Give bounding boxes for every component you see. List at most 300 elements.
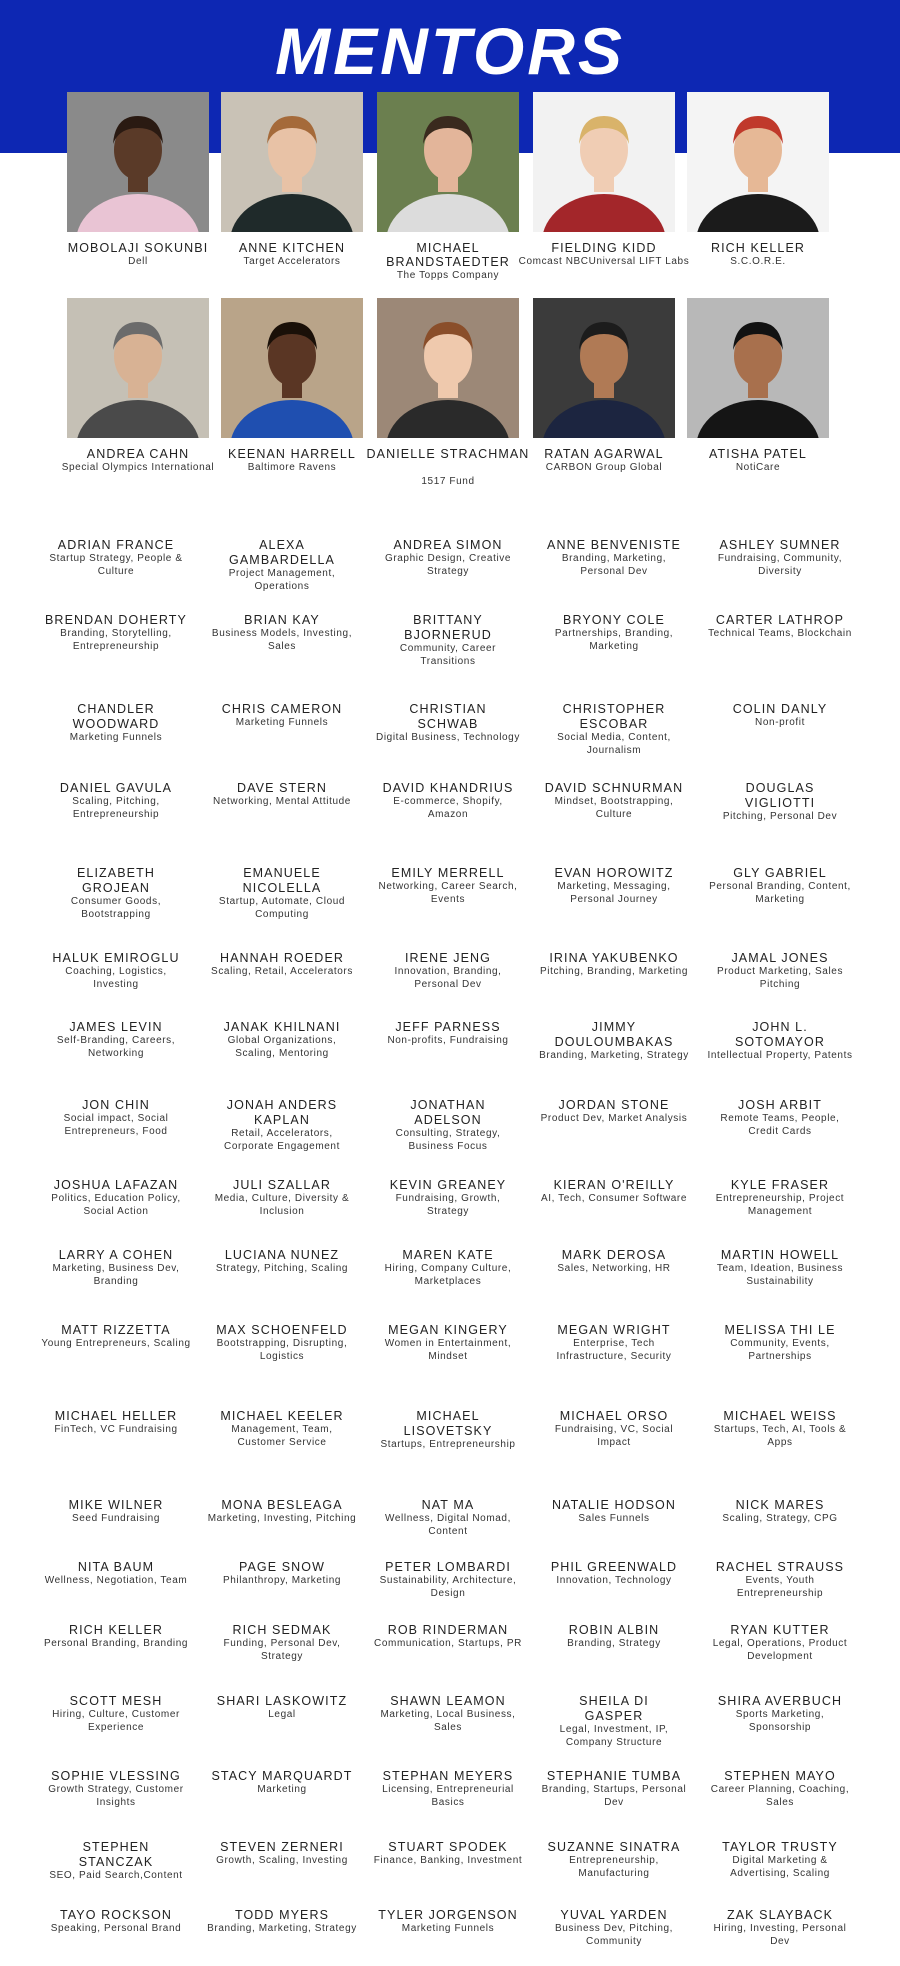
featured-mentor-name: MOBOLAJI SOKUNBI bbox=[67, 241, 209, 255]
mentor-name: MAREN KATE bbox=[402, 1248, 494, 1262]
mentor-name: MARTIN HOWELL bbox=[720, 1248, 840, 1262]
mentor-topics: Non-profit bbox=[755, 717, 805, 728]
mentor-name: PAGE SNOW bbox=[238, 1560, 326, 1574]
mentor-name: JON CHIN bbox=[82, 1098, 150, 1112]
mentor-entry bbox=[695, 1908, 865, 1948]
mentor-topics: Innovation, Technology bbox=[556, 1575, 672, 1586]
mentor-entry bbox=[529, 1409, 699, 1449]
mentor-entry bbox=[529, 1769, 699, 1809]
mentor-name: NATALIE HODSON bbox=[552, 1498, 676, 1512]
mentor-topics: Team, Ideation, Business Sustainability bbox=[716, 1263, 844, 1287]
mentor-entry bbox=[31, 1623, 201, 1651]
mentor-topics: Seed Fundraising bbox=[72, 1513, 160, 1524]
mentor-name: BRIAN KAY bbox=[244, 613, 320, 627]
featured-mentor-org: NotiCare bbox=[735, 462, 781, 473]
mentor-name: RACHEL STRAUSS bbox=[715, 1560, 845, 1574]
mentor-entry bbox=[197, 781, 367, 809]
mentor-entry bbox=[197, 1409, 367, 1449]
mentor-entry bbox=[31, 781, 201, 821]
mentor-topics: Digital Marketing & Advertising, Scaling bbox=[730, 1855, 830, 1879]
mentor-name: KIERAN O'REILLY bbox=[553, 1178, 675, 1192]
mentor-name: ANNE BENVENISTE bbox=[547, 538, 681, 552]
mentor-topics: Intellectual Property, Patents bbox=[707, 1050, 853, 1061]
mentor-topics: Marketing, Messaging, Personal Journey bbox=[557, 881, 671, 905]
mentor-entry bbox=[197, 1908, 367, 1936]
mentor-name: NAT MA bbox=[421, 1498, 475, 1512]
mentor-topics: Product Marketing, Sales Pitching bbox=[716, 966, 844, 990]
mentor-topics: Startups, Tech, AI, Tools & Apps bbox=[713, 1424, 847, 1448]
mentor-entry bbox=[363, 1840, 533, 1868]
mentor-entry bbox=[31, 1769, 201, 1809]
mentor-photo bbox=[533, 298, 675, 438]
page-title: MENTORS bbox=[275, 14, 625, 88]
mentor-topics: Innovation, Branding, Personal Dev bbox=[394, 966, 502, 990]
mentor-topics: Bootstrapping, Disrupting, Logistics bbox=[216, 1338, 348, 1362]
mentor-entry bbox=[363, 866, 533, 906]
mentor-topics: Retail, Accelerators, Corporate Engagement bbox=[224, 1128, 340, 1152]
mentor-topics: Licensing, Entrepreneurial Basics bbox=[382, 1784, 514, 1808]
mentor-topics: Partnerships, Branding, Marketing bbox=[554, 628, 674, 652]
mentor-name: ROBIN ALBIN bbox=[568, 1623, 660, 1637]
mentor-name: BRYONY COLE bbox=[563, 613, 665, 627]
mentor-topics: Events, Youth Entrepreneurship bbox=[736, 1575, 824, 1599]
mentor-entry bbox=[695, 1560, 865, 1600]
mentor-entry bbox=[363, 1248, 533, 1288]
mentor-name: SHIRA AVERBUCH bbox=[717, 1694, 843, 1708]
mentor-topics: Marketing, Investing, Pitching bbox=[207, 1513, 357, 1524]
featured-mentor-name: ANNE KITCHEN bbox=[238, 241, 346, 255]
mentor-topics: Fundraising, VC, Social Impact bbox=[554, 1424, 674, 1448]
mentor-name: MICHAEL ORSO bbox=[559, 1409, 669, 1423]
mentor-topics: Legal, Operations, Product Development bbox=[712, 1638, 848, 1662]
mentor-name: IRENE JENG bbox=[404, 951, 491, 965]
mentor-topics: Media, Culture, Diversity & Inclusion bbox=[214, 1193, 350, 1217]
mentor-entry bbox=[197, 1560, 367, 1588]
mentor-name: STEPHEN STANCZAK bbox=[78, 1840, 154, 1869]
mentor-topics: Coaching, Logistics, Investing bbox=[65, 966, 167, 990]
mentor-name: DANIEL GAVULA bbox=[59, 781, 173, 795]
mentor-topics: Growth, Scaling, Investing bbox=[216, 1855, 348, 1866]
featured-mentor-name: RICH KELLER bbox=[710, 241, 806, 255]
mentor-topics: Wellness, Digital Nomad, Content bbox=[385, 1513, 511, 1537]
mentor-entry bbox=[31, 1560, 201, 1588]
mentor-topics: Graphic Design, Creative Strategy bbox=[384, 553, 512, 577]
mentor-entry bbox=[31, 1323, 201, 1351]
mentor-topics: AI, Tech, Consumer Software bbox=[540, 1193, 688, 1204]
mentor-name: HANNAH ROEDER bbox=[219, 951, 345, 965]
mentor-name: CARTER LATHROP bbox=[715, 613, 845, 627]
mentor-topics: Digital Business, Technology bbox=[376, 732, 520, 743]
mentor-entry bbox=[695, 1248, 865, 1288]
mentor-topics: E-commerce, Shopify, Amazon bbox=[393, 796, 503, 820]
featured-mentor-name: FIELDING KIDD bbox=[551, 241, 657, 255]
mentor-topics: Strategy, Pitching, Scaling bbox=[215, 1263, 349, 1274]
mentor-name: RICH SEDMAK bbox=[232, 1623, 332, 1637]
mentor-entry bbox=[197, 951, 367, 979]
mentor-entry bbox=[31, 1694, 201, 1734]
mentor-topics: Sales, Networking, HR bbox=[557, 1263, 671, 1274]
mentor-entry bbox=[529, 702, 699, 757]
mentor-name: EMILY MERRELL bbox=[391, 866, 505, 880]
mentor-entry bbox=[197, 1498, 367, 1526]
mentor-entry bbox=[695, 951, 865, 991]
mentor-topics: Scaling, Strategy, CPG bbox=[722, 1513, 838, 1524]
mentor-entry bbox=[695, 1840, 865, 1880]
mentor-name: SHAWN LEAMON bbox=[390, 1694, 506, 1708]
mentor-entry bbox=[363, 702, 533, 745]
mentor-name: SCOTT MESH bbox=[69, 1694, 163, 1708]
mentor-entry bbox=[529, 1323, 699, 1363]
mentor-name: SHARI LASKOWITZ bbox=[216, 1694, 348, 1708]
mentor-entry bbox=[695, 1020, 865, 1063]
mentor-name: PETER LOMBARDI bbox=[385, 1560, 511, 1574]
mentor-name: COLIN DANLY bbox=[732, 702, 828, 716]
featured-mentor-name: DANIELLE STRACHMAN bbox=[366, 447, 530, 461]
mentor-name: DAVID SCHNURMAN bbox=[544, 781, 684, 795]
mentor-name: CHRIS CAMERON bbox=[221, 702, 343, 716]
mentor-topics: Startup Strategy, People & Culture bbox=[49, 553, 183, 577]
featured-mentor-org: Target Accelerators bbox=[243, 256, 341, 267]
mentor-topics: Pitching, Personal Dev bbox=[722, 811, 838, 822]
mentor-topics: Management, Team, Customer Service bbox=[231, 1424, 333, 1448]
mentor-entry bbox=[529, 1098, 699, 1126]
mentor-entry bbox=[363, 613, 533, 668]
mentor-topics: Marketing bbox=[257, 1784, 307, 1795]
mentor-topics: Fundraising, Community, Diversity bbox=[717, 553, 843, 577]
mentor-name: JONATHAN ADELSON bbox=[410, 1098, 486, 1127]
mentor-topics: Branding, Startups, Personal Dev bbox=[541, 1784, 687, 1808]
mentor-entry bbox=[363, 1498, 533, 1538]
mentor-entry bbox=[529, 1178, 699, 1206]
mentor-name: JANAK KHILNANI bbox=[223, 1020, 341, 1034]
mentor-entry bbox=[529, 866, 699, 906]
mentor-entry bbox=[529, 613, 699, 653]
featured-mentor-org: S.C.O.R.E. bbox=[730, 256, 786, 267]
mentor-name: MICHAEL LISOVETSKY bbox=[403, 1409, 493, 1438]
mentor-entry bbox=[197, 613, 367, 653]
mentor-topics: Branding, Marketing, Personal Dev bbox=[561, 553, 667, 577]
mentor-name: EMANUELE NICOLELLA bbox=[242, 866, 322, 895]
mentor-topics: Global Organizations, Scaling, Mentoring bbox=[227, 1035, 337, 1059]
mentor-topics: Branding, Marketing, Strategy bbox=[539, 1050, 689, 1061]
mentor-topics: Networking, Mental Attitude bbox=[213, 796, 351, 807]
mentor-entry bbox=[529, 1020, 699, 1063]
featured-mentor-name: ANDREA CAHN bbox=[86, 447, 190, 461]
mentor-entry bbox=[529, 1498, 699, 1526]
mentor-topics: Non-profits, Fundraising bbox=[387, 1035, 509, 1046]
mentor-topics: Social Media, Content, Journalism bbox=[557, 732, 671, 756]
mentor-name: MEGAN KINGERY bbox=[388, 1323, 508, 1337]
mentor-photo bbox=[67, 92, 209, 232]
mentor-name: MARK DEROSA bbox=[561, 1248, 667, 1262]
mentor-name: ALEXA GAMBARDELLA bbox=[229, 538, 335, 567]
mentor-entry bbox=[197, 1840, 367, 1868]
mentor-name: GLY GABRIEL bbox=[733, 866, 827, 880]
mentor-entry bbox=[31, 702, 201, 745]
mentor-photo bbox=[221, 92, 363, 232]
mentor-entry bbox=[363, 1560, 533, 1600]
mentor-topics: FinTech, VC Fundraising bbox=[54, 1424, 178, 1435]
mentor-entry bbox=[31, 1178, 201, 1218]
mentor-topics: Branding, Strategy bbox=[567, 1638, 661, 1649]
mentor-name: TAYO ROCKSON bbox=[59, 1908, 173, 1922]
mentor-topics: Social impact, Social Entrepreneurs, Food bbox=[63, 1113, 169, 1137]
featured-mentor-name: KEENAN HARRELL bbox=[228, 447, 356, 461]
mentor-name: DOUGLAS VIGLIOTTI bbox=[744, 781, 816, 810]
mentor-name: JULI SZALLAR bbox=[233, 1178, 331, 1192]
mentor-entry bbox=[31, 1020, 201, 1060]
mentor-topics: Legal, Investment, IP, Company Structure bbox=[559, 1724, 669, 1748]
mentor-topics: Consulting, Strategy, Business Focus bbox=[395, 1128, 501, 1152]
mentor-topics: Hiring, Investing, Personal Dev bbox=[713, 1923, 847, 1947]
mentor-name: PHIL GREENWALD bbox=[550, 1560, 678, 1574]
mentor-entry bbox=[31, 613, 201, 653]
mentor-name: MICHAEL HELLER bbox=[54, 1409, 178, 1423]
mentor-topics: Sustainability, Architecture, Design bbox=[379, 1575, 517, 1599]
mentor-entry bbox=[529, 781, 699, 821]
mentor-entry bbox=[695, 1178, 865, 1218]
mentor-name: STEVEN ZERNERI bbox=[220, 1840, 344, 1854]
mentor-name: MAX SCHOENFELD bbox=[216, 1323, 348, 1337]
mentor-name: MEGAN WRIGHT bbox=[557, 1323, 671, 1337]
mentor-topics: Scaling, Retail, Accelerators bbox=[211, 966, 353, 977]
mentor-entry bbox=[529, 1840, 699, 1880]
mentor-name: MONA BESLEAGA bbox=[221, 1498, 343, 1512]
mentor-name: ELIZABETH GROJEAN bbox=[77, 866, 155, 895]
mentor-name: ZAK SLAYBACK bbox=[726, 1908, 834, 1922]
mentor-name: STEPHANIE TUMBA bbox=[546, 1769, 682, 1783]
mentor-name: ANDREA SIMON bbox=[393, 538, 503, 552]
mentor-topics: Speaking, Personal Brand bbox=[50, 1923, 182, 1934]
mentor-topics: Sports Marketing, Sponsorship bbox=[735, 1709, 825, 1733]
mentor-name: BRENDAN DOHERTY bbox=[45, 613, 187, 627]
mentor-entry bbox=[695, 1769, 865, 1809]
mentor-topics: Young Entrepreneurs, Scaling bbox=[41, 1338, 191, 1349]
featured-mentor-org: Dell bbox=[128, 256, 148, 267]
featured-mentor-org: CARBON Group Global bbox=[545, 462, 663, 473]
mentor-topics: Scaling, Pitching, Entrepreneurship bbox=[72, 796, 160, 820]
mentor-entry bbox=[31, 1498, 201, 1526]
mentor-photo bbox=[67, 298, 209, 438]
mentor-topics: Networking, Career Search, Events bbox=[378, 881, 518, 905]
mentor-entry bbox=[363, 1178, 533, 1218]
mentor-name: JORDAN STONE bbox=[558, 1098, 670, 1112]
mentor-entry bbox=[363, 1098, 533, 1153]
mentor-name: JONAH ANDERS KAPLAN bbox=[226, 1098, 338, 1127]
mentor-name: STEPHEN MAYO bbox=[724, 1769, 836, 1783]
mentor-name: NITA BAUM bbox=[77, 1560, 155, 1574]
mentor-entry bbox=[695, 613, 865, 641]
mentor-name: JIMMY DOULOUMBAKAS bbox=[554, 1020, 674, 1049]
mentor-name: CHRISTIAN SCHWAB bbox=[409, 702, 487, 731]
mentor-name: SOPHIE VLESSING bbox=[51, 1769, 181, 1783]
mentor-topics: Entrepreneurship, Manufacturing bbox=[569, 1855, 659, 1879]
mentor-photo bbox=[221, 298, 363, 438]
mentor-entry bbox=[31, 1840, 201, 1883]
mentor-topics: Product Dev, Market Analysis bbox=[540, 1113, 688, 1124]
mentor-name: KEVIN GREANEY bbox=[389, 1178, 507, 1192]
mentor-topics: Branding, Storytelling, Entrepreneurship bbox=[60, 628, 172, 652]
mentor-topics: Technical Teams, Blockchain bbox=[708, 628, 852, 639]
mentor-name: SHEILA DI GASPER bbox=[579, 1694, 649, 1723]
mentor-entry bbox=[363, 1020, 533, 1048]
mentor-topics: Branding, Marketing, Strategy bbox=[207, 1923, 357, 1934]
mentor-entry bbox=[529, 1623, 699, 1651]
mentor-topics: Politics, Education Policy, Social Action bbox=[51, 1193, 181, 1217]
mentor-topics: Philanthropy, Marketing bbox=[222, 1575, 342, 1586]
featured-mentor-name: MICHAEL BRANDSTAEDTER bbox=[386, 241, 510, 269]
mentor-entry bbox=[695, 1323, 865, 1363]
mentor-topics: Mindset, Bootstrapping, Culture bbox=[554, 796, 674, 820]
mentor-entry bbox=[529, 951, 699, 979]
mentor-name: JOSH ARBIT bbox=[738, 1098, 822, 1112]
mentor-entry bbox=[197, 538, 367, 593]
mentor-name: MATT RIZZETTA bbox=[61, 1323, 171, 1337]
mentor-entry bbox=[529, 1248, 699, 1276]
mentor-topics: Funding, Personal Dev, Strategy bbox=[223, 1638, 341, 1662]
mentor-topics: Marketing Funnels bbox=[401, 1923, 495, 1934]
mentor-name: JOSHUA LAFAZAN bbox=[53, 1178, 179, 1192]
mentor-entry bbox=[529, 1908, 699, 1948]
mentor-entry bbox=[197, 1178, 367, 1218]
mentor-photo bbox=[687, 298, 829, 438]
mentor-topics: Marketing Funnels bbox=[69, 732, 163, 743]
featured-mentor-name: RATAN AGARWAL bbox=[544, 447, 664, 461]
mentor-name: NICK MARES bbox=[735, 1498, 825, 1512]
featured-mentor-org: Baltimore Ravens bbox=[247, 462, 337, 473]
mentor-entry bbox=[197, 1694, 367, 1722]
mentor-topics: Business Models, Investing, Sales bbox=[211, 628, 353, 652]
mentor-name: STUART SPODEK bbox=[388, 1840, 508, 1854]
mentor-name: MIKE WILNER bbox=[68, 1498, 164, 1512]
mentor-topics: Business Dev, Pitching, Community bbox=[554, 1923, 674, 1947]
mentor-name: STEPHAN MEYERS bbox=[382, 1769, 514, 1783]
mentor-photo bbox=[377, 92, 519, 232]
mentor-entry bbox=[363, 1769, 533, 1809]
mentor-entry bbox=[363, 1323, 533, 1363]
mentor-name: CHRISTOPHER ESCOBAR bbox=[562, 702, 666, 731]
mentor-entry bbox=[197, 1769, 367, 1797]
mentor-name: KYLE FRASER bbox=[730, 1178, 830, 1192]
mentor-entry bbox=[529, 1694, 699, 1749]
mentor-name: MICHAEL WEISS bbox=[723, 1409, 837, 1423]
mentor-entry bbox=[31, 951, 201, 991]
mentor-entry bbox=[695, 1623, 865, 1663]
mentor-topics: Marketing, Local Business, Sales bbox=[380, 1709, 516, 1733]
mentor-entry bbox=[363, 1908, 533, 1936]
mentor-topics: Hiring, Culture, Customer Experience bbox=[52, 1709, 180, 1733]
mentor-entry bbox=[197, 1020, 367, 1060]
mentor-name: JAMES LEVIN bbox=[69, 1020, 163, 1034]
mentor-entry bbox=[31, 1908, 201, 1936]
mentor-topics: Marketing Funnels bbox=[235, 717, 329, 728]
mentor-entry bbox=[695, 1694, 865, 1734]
mentor-topics: Remote Teams, People, Credit Cards bbox=[720, 1113, 840, 1137]
mentor-entry bbox=[695, 1409, 865, 1449]
mentor-topics: Career Planning, Coaching, Sales bbox=[710, 1784, 850, 1808]
mentor-entry bbox=[695, 781, 865, 824]
featured-mentor-org: 1517 Fund bbox=[421, 476, 475, 487]
mentor-photo bbox=[533, 92, 675, 232]
mentor-topics: Personal Branding, Branding bbox=[43, 1638, 189, 1649]
mentor-entry bbox=[363, 781, 533, 821]
mentor-entry bbox=[31, 1409, 201, 1437]
mentor-topics: Pitching, Branding, Marketing bbox=[539, 966, 689, 977]
mentor-name: CHANDLER WOODWARD bbox=[72, 702, 160, 731]
mentor-entry bbox=[363, 1409, 533, 1452]
mentor-topics: Community, Events, Partnerships bbox=[730, 1338, 830, 1362]
mentor-topics: Finance, Banking, Investment bbox=[373, 1855, 523, 1866]
mentor-name: SUZANNE SINATRA bbox=[547, 1840, 681, 1854]
featured-mentor-org: Comcast NBCUniversal LIFT Labs bbox=[518, 256, 690, 267]
mentor-entry bbox=[31, 1248, 201, 1288]
featured-mentor-org: The Topps Company bbox=[396, 270, 500, 281]
mentor-name: MELISSA THI LE bbox=[724, 1323, 836, 1337]
mentor-topics: Community, Career Transitions bbox=[399, 643, 497, 667]
mentor-name: HALUK EMIROGLU bbox=[52, 951, 180, 965]
mentor-name: TYLER JORGENSON bbox=[378, 1908, 518, 1922]
mentor-entry bbox=[31, 866, 201, 921]
mentor-entry bbox=[197, 702, 367, 730]
mentor-name: LUCIANA NUNEZ bbox=[224, 1248, 340, 1262]
mentor-name: ROB RINDERMAN bbox=[387, 1623, 509, 1637]
mentor-entry bbox=[197, 1098, 367, 1153]
mentor-topics: Marketing, Business Dev, Branding bbox=[52, 1263, 180, 1287]
mentor-topics: Wellness, Negotiation, Team bbox=[44, 1575, 188, 1586]
mentor-topics: Women in Entertainment, Mindset bbox=[384, 1338, 512, 1362]
featured-mentor-name: ATISHA PATEL bbox=[709, 447, 807, 461]
featured-mentor-org: Special Olympics International bbox=[61, 462, 215, 473]
mentor-topics: Project Management, Operations bbox=[228, 568, 336, 592]
mentor-name: TAYLOR TRUSTY bbox=[722, 1840, 838, 1854]
mentor-name: ASHLEY SUMNER bbox=[719, 538, 841, 552]
mentor-name: ADRIAN FRANCE bbox=[57, 538, 175, 552]
mentor-topics: Entrepreneurship, Project Management bbox=[715, 1193, 845, 1217]
mentor-entry bbox=[197, 1623, 367, 1663]
mentor-entry bbox=[363, 538, 533, 578]
mentor-entry bbox=[197, 866, 367, 921]
mentor-entry bbox=[363, 1623, 533, 1651]
mentor-entry bbox=[31, 538, 201, 578]
mentor-name: DAVID KHANDRIUS bbox=[382, 781, 514, 795]
mentor-entry bbox=[31, 1098, 201, 1138]
mentor-entry bbox=[695, 1098, 865, 1138]
mentor-name: BRITTANY BJORNERUD bbox=[404, 613, 492, 642]
mentor-entry bbox=[197, 1323, 367, 1363]
mentor-name: RICH KELLER bbox=[68, 1623, 164, 1637]
mentor-name: IRINA YAKUBENKO bbox=[549, 951, 679, 965]
mentor-topics: SEO, Paid Search,Content bbox=[49, 1870, 183, 1881]
mentor-entry bbox=[529, 538, 699, 578]
mentor-name: RYAN KUTTER bbox=[730, 1623, 830, 1637]
mentor-name: MICHAEL KEELER bbox=[220, 1409, 344, 1423]
mentor-topics: Hiring, Company Culture, Marketplaces bbox=[384, 1263, 512, 1287]
mentor-topics: Sales Funnels bbox=[578, 1513, 650, 1524]
mentor-topics: Self-Branding, Careers, Networking bbox=[56, 1035, 176, 1059]
mentor-topics: Fundraising, Growth, Strategy bbox=[395, 1193, 501, 1217]
mentor-topics: Growth Strategy, Customer Insights bbox=[48, 1784, 184, 1808]
mentor-name: JOHN L. SOTOMAYOR bbox=[734, 1020, 825, 1049]
mentor-name: YUVAL YARDEN bbox=[560, 1908, 668, 1922]
mentor-entry bbox=[695, 866, 865, 906]
mentor-topics: Personal Branding, Content, Marketing bbox=[709, 881, 851, 905]
mentor-topics: Enterprise, Tech Infrastructure, Security bbox=[556, 1338, 672, 1362]
mentor-topics: Communication, Startups, PR bbox=[374, 1638, 522, 1649]
mentor-topics: Consumer Goods, Bootstrapping bbox=[70, 896, 162, 920]
mentor-entry bbox=[695, 702, 865, 730]
mentor-photo bbox=[687, 92, 829, 232]
mentor-name: TODD MYERS bbox=[234, 1908, 330, 1922]
